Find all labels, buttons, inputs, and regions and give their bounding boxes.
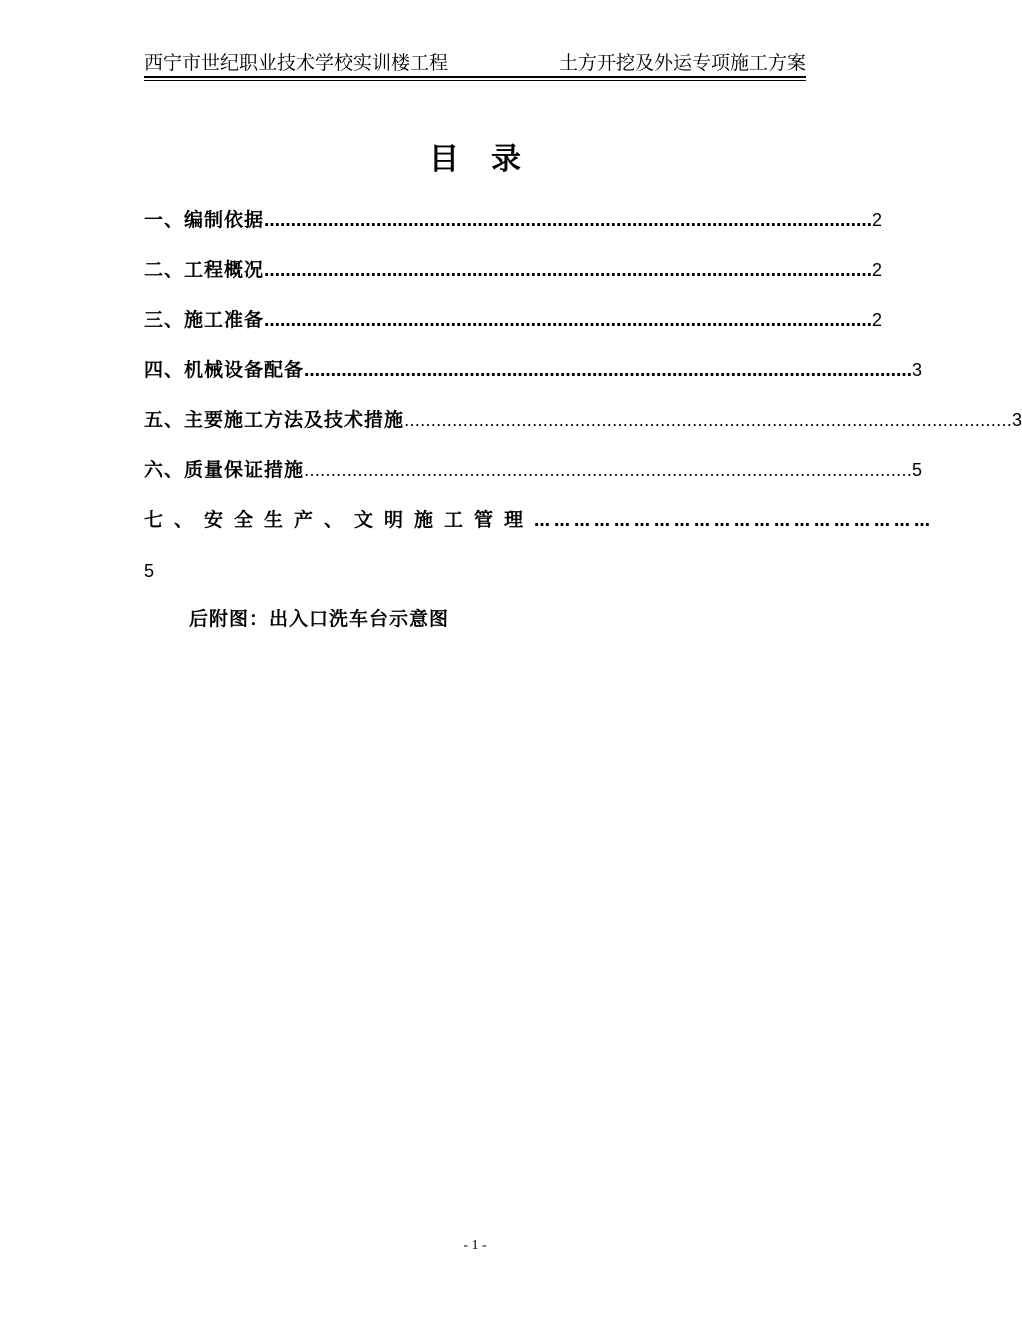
- toc-entry-7-page: 5: [144, 561, 155, 581]
- toc-entry-3[interactable]: [144, 305, 883, 335]
- header-project-name: 西宁市世纪职业技术学校实训楼工程: [144, 52, 449, 74]
- header-divider: [144, 76, 806, 78]
- toc-entry-1[interactable]: [144, 205, 883, 235]
- toc-entry-label: 一、编制依据: [144, 209, 265, 231]
- toc-entry-page: 2: [872, 310, 883, 330]
- toc-entry-label: 四、机械设备配备: [144, 359, 305, 381]
- toc-leader-dots: ……………………………………………………………………………………………………: [264, 261, 873, 280]
- toc-entry-2[interactable]: [144, 255, 883, 285]
- header-divider-thin: [144, 80, 806, 81]
- appendix-note: 后附图：出入口洗车台示意图: [189, 608, 450, 630]
- toc-entry-label: 二、工程概况: [144, 259, 265, 281]
- toc-leader-dots: ……………………………………………………………………………………………………: [404, 411, 1013, 430]
- toc-leader-dots: ……………………………………………………………………………………………………: [304, 461, 913, 480]
- page-number: - 1 -: [463, 1238, 487, 1253]
- page-header: [144, 50, 806, 76]
- toc-entry-page: 2: [872, 210, 883, 230]
- toc-entry-page: 5: [912, 460, 923, 480]
- toc-entry-7[interactable]: [144, 505, 935, 535]
- toc-leader-dots: ……………………………………………………………………………………………………: [264, 211, 873, 230]
- toc-leader-dots: ……………………………………………………………………………………………………: [264, 311, 873, 330]
- toc-leader-dots: ……………………………………………………………………………………………………: [304, 361, 913, 380]
- toc-title: 目录: [429, 142, 553, 177]
- toc-entry-label: 三、施工准备: [144, 309, 265, 331]
- toc-entry-5[interactable]: [144, 405, 1022, 435]
- header-document-title: 土方开挖及外运专项施工方案: [558, 52, 806, 74]
- toc-leader-dots: ……………………………………………………: [534, 511, 935, 530]
- toc-entry-6[interactable]: [144, 455, 923, 485]
- toc-entry-page: 2: [872, 260, 883, 280]
- toc-entry-label: 六、质量保证措施: [144, 459, 305, 481]
- toc-entry-page: 3: [1012, 410, 1022, 430]
- toc-entry-page: 3: [912, 360, 923, 380]
- toc-entry-label: 五、主要施工方法及技术措施: [144, 409, 405, 431]
- toc-entry-label: 七、安全生产、文明施工管理: [144, 509, 535, 531]
- toc-entry-4[interactable]: [144, 355, 923, 385]
